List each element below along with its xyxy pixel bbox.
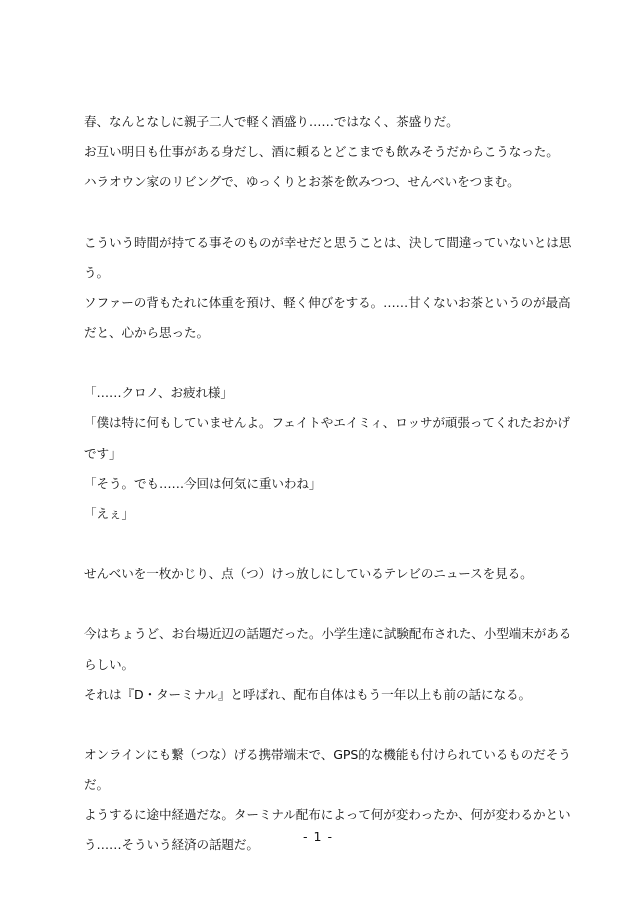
text-line-11: 「僕は特に何もしていませんよ。フェイトやエイミィ、ロッサが頑張ってくれたおかげ [84, 415, 570, 431]
text-line-2: お互い明日も仕事がある身だし、酒に頼るとどこまでも飲みそうだからこうなった。 [84, 144, 559, 160]
text-line-7: ソファーの背もたれに体重を預け、軽く伸びをする。……甘くないお茶というのが最高 [84, 294, 571, 310]
page-number: - 1 - [302, 829, 334, 844]
text-line-24: ようするに途中経過だな。ターミナル配布によって何が変わったか、何が変わるかとい [84, 807, 571, 823]
text-line-10: 「……クロノ、お疲れ様」 [84, 385, 233, 401]
blank-line [84, 529, 560, 559]
text-line-8: だと、心から思った。 [84, 324, 209, 340]
blank-line [84, 589, 560, 619]
text-line-5: こういう時間が持てる事そのものが幸せだと思うことは、決して間違っていないとは思 [84, 234, 572, 250]
text-line-16: せんべいを一枚かじり、点（つ）けっ放しにしているテレビのニュースを見る。 [84, 566, 533, 582]
text-line-1: 春、なんとなしに親子二人で軽く酒盛り……ではなく、茶盛りだ。 [84, 114, 459, 129]
text-line-20: それは『D・ターミナル』と呼ばれ、配布自体はもう一年以上も前の話になる。 [84, 686, 532, 702]
text-line-13: 「そう。でも……今回は何気に重いわね」 [84, 475, 322, 491]
body-text [84, 107, 572, 861]
text-line-22: オンラインにも繋（つな）げる携帯端末で、GPS的な機能も付けられているものだそう [84, 746, 571, 762]
text-line-6: う。 [84, 264, 109, 280]
text-line-3: ハラオウン家のリビングで、ゆっくりとお茶を飲みつつ、せんべいをつまむ。 [84, 174, 520, 190]
text-line-23: だ。 [84, 777, 109, 793]
text-line-12: です」 [84, 445, 122, 461]
text-line-25: う……そういう経済の話題だ。 [84, 837, 259, 853]
blank-line [84, 710, 560, 740]
blank-line [84, 197, 560, 227]
text-line-14: 「えぇ」 [84, 505, 134, 521]
text-line-18: 今はちょうど、お台場近辺の話題だった。小学生達に試験配布された、小型端末がある [84, 626, 572, 642]
text-line-19: らしい。 [84, 656, 134, 672]
blank-line [84, 348, 560, 378]
